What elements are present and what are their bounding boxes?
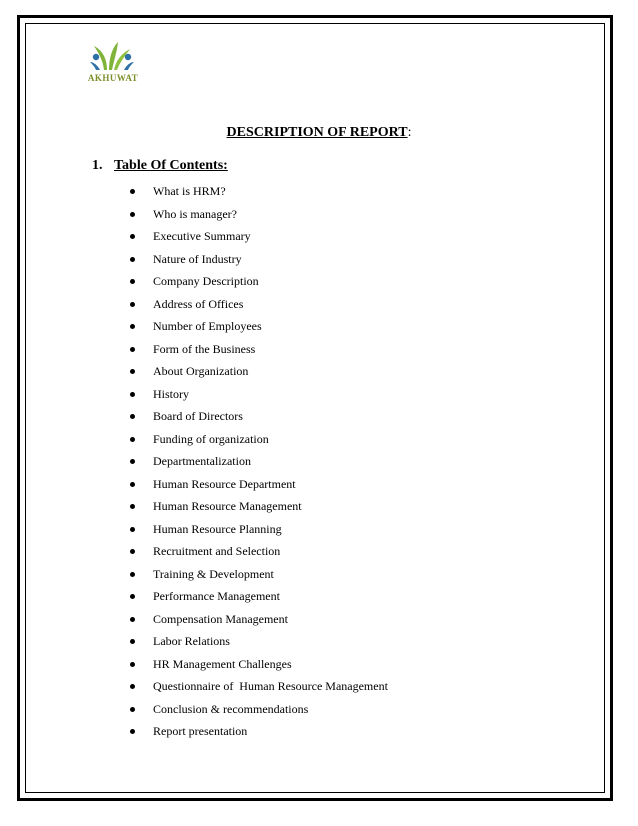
- list-item-label: HR Management Challenges: [153, 656, 292, 671]
- list-item-label: Labor Relations: [153, 634, 230, 648]
- list-item: [130, 724, 388, 747]
- bullet-icon: [130, 369, 135, 374]
- list-item: [130, 387, 388, 410]
- bullet-icon: [130, 459, 135, 464]
- bullet-icon: [130, 279, 135, 284]
- list-item-label: Form of the Business: [153, 341, 256, 356]
- list-item: [130, 184, 388, 207]
- bullet-icon: [130, 707, 135, 712]
- list-item-label: Questionnaire of Human Resource Management: [153, 679, 388, 693]
- list-item: [130, 297, 388, 320]
- report-heading-suffix: :: [407, 125, 412, 140]
- list-item: [130, 679, 388, 702]
- list-item: [130, 702, 388, 725]
- list-item-label: About Organization: [153, 364, 249, 378]
- list-item: [130, 342, 388, 365]
- list-item-label: Who is manager?: [153, 206, 237, 221]
- list-item: [130, 612, 388, 635]
- list-item: [130, 229, 388, 252]
- bullet-icon: [130, 527, 135, 532]
- list-item-label: Board of Directors: [153, 409, 243, 423]
- list-item: [130, 252, 388, 275]
- bullet-icon: [130, 414, 135, 419]
- list-item: [130, 634, 388, 657]
- list-item-label: Departmentalization: [153, 454, 251, 468]
- bullet-icon: [130, 617, 135, 622]
- bullet-icon: [130, 504, 135, 509]
- list-item-label: Compensation Management: [153, 611, 288, 626]
- bullet-icon: [130, 392, 135, 397]
- list-item: [130, 207, 388, 230]
- bullet-icon: [130, 347, 135, 352]
- bullet-icon: [130, 324, 135, 329]
- bullet-icon: [130, 482, 135, 487]
- list-item-label: Performance Management: [153, 589, 280, 603]
- section-title: Table Of Contents:: [114, 158, 228, 173]
- report-heading-title: DESCRIPTION OF REPORT: [226, 125, 408, 140]
- list-item-label: Address of Offices: [153, 296, 244, 311]
- list-item: [130, 432, 388, 455]
- list-item: [130, 657, 388, 680]
- list-item-label: Training & Development: [153, 566, 274, 581]
- bullet-icon: [130, 729, 135, 734]
- akhuwat-logo: [76, 40, 150, 88]
- bullet-icon: [130, 234, 135, 239]
- list-item: [130, 364, 388, 387]
- list-item-label: What is HRM?: [153, 184, 226, 198]
- bullet-icon: [130, 189, 135, 194]
- list-item: [130, 544, 388, 567]
- list-item-label: History: [153, 386, 189, 401]
- table-of-contents-list: [130, 184, 388, 747]
- section-heading: [92, 158, 228, 174]
- list-item: [130, 319, 388, 342]
- list-item-label: Company Description: [153, 274, 259, 288]
- list-item: [130, 499, 388, 522]
- bullet-icon: [130, 437, 135, 442]
- list-item: [130, 522, 388, 545]
- section-number: 1.: [92, 158, 103, 173]
- logo-wordmark: AKHUWAT: [87, 73, 139, 83]
- list-item: [130, 589, 388, 612]
- list-item-label: Number of Employees: [153, 319, 262, 333]
- akhuwat-logo-icon: [76, 40, 150, 74]
- list-item-label: Human Resource Planning: [153, 521, 282, 536]
- list-item: [130, 567, 388, 590]
- bullet-icon: [130, 549, 135, 554]
- bullet-icon: [130, 684, 135, 689]
- list-item: [130, 477, 388, 500]
- bullet-icon: [130, 572, 135, 577]
- bullet-icon: [130, 302, 135, 307]
- list-item: [130, 409, 388, 432]
- bullet-icon: [130, 212, 135, 217]
- list-item-label: Report presentation: [153, 724, 248, 738]
- bullet-icon: [130, 594, 135, 599]
- list-item: [130, 274, 388, 297]
- list-item-label: Funding of organization: [153, 431, 269, 446]
- list-item-label: Human Resource Department: [153, 476, 296, 491]
- bullet-icon: [130, 257, 135, 262]
- list-item-label: Nature of Industry: [153, 251, 242, 266]
- report-heading: [0, 125, 638, 141]
- list-item: [130, 454, 388, 477]
- list-item-label: Executive Summary: [153, 229, 251, 243]
- list-item-label: Conclusion & recommendations: [153, 701, 309, 716]
- list-item-label: Recruitment and Selection: [153, 544, 281, 558]
- list-item-label: Human Resource Management: [153, 499, 302, 513]
- bullet-icon: [130, 662, 135, 667]
- bullet-icon: [130, 639, 135, 644]
